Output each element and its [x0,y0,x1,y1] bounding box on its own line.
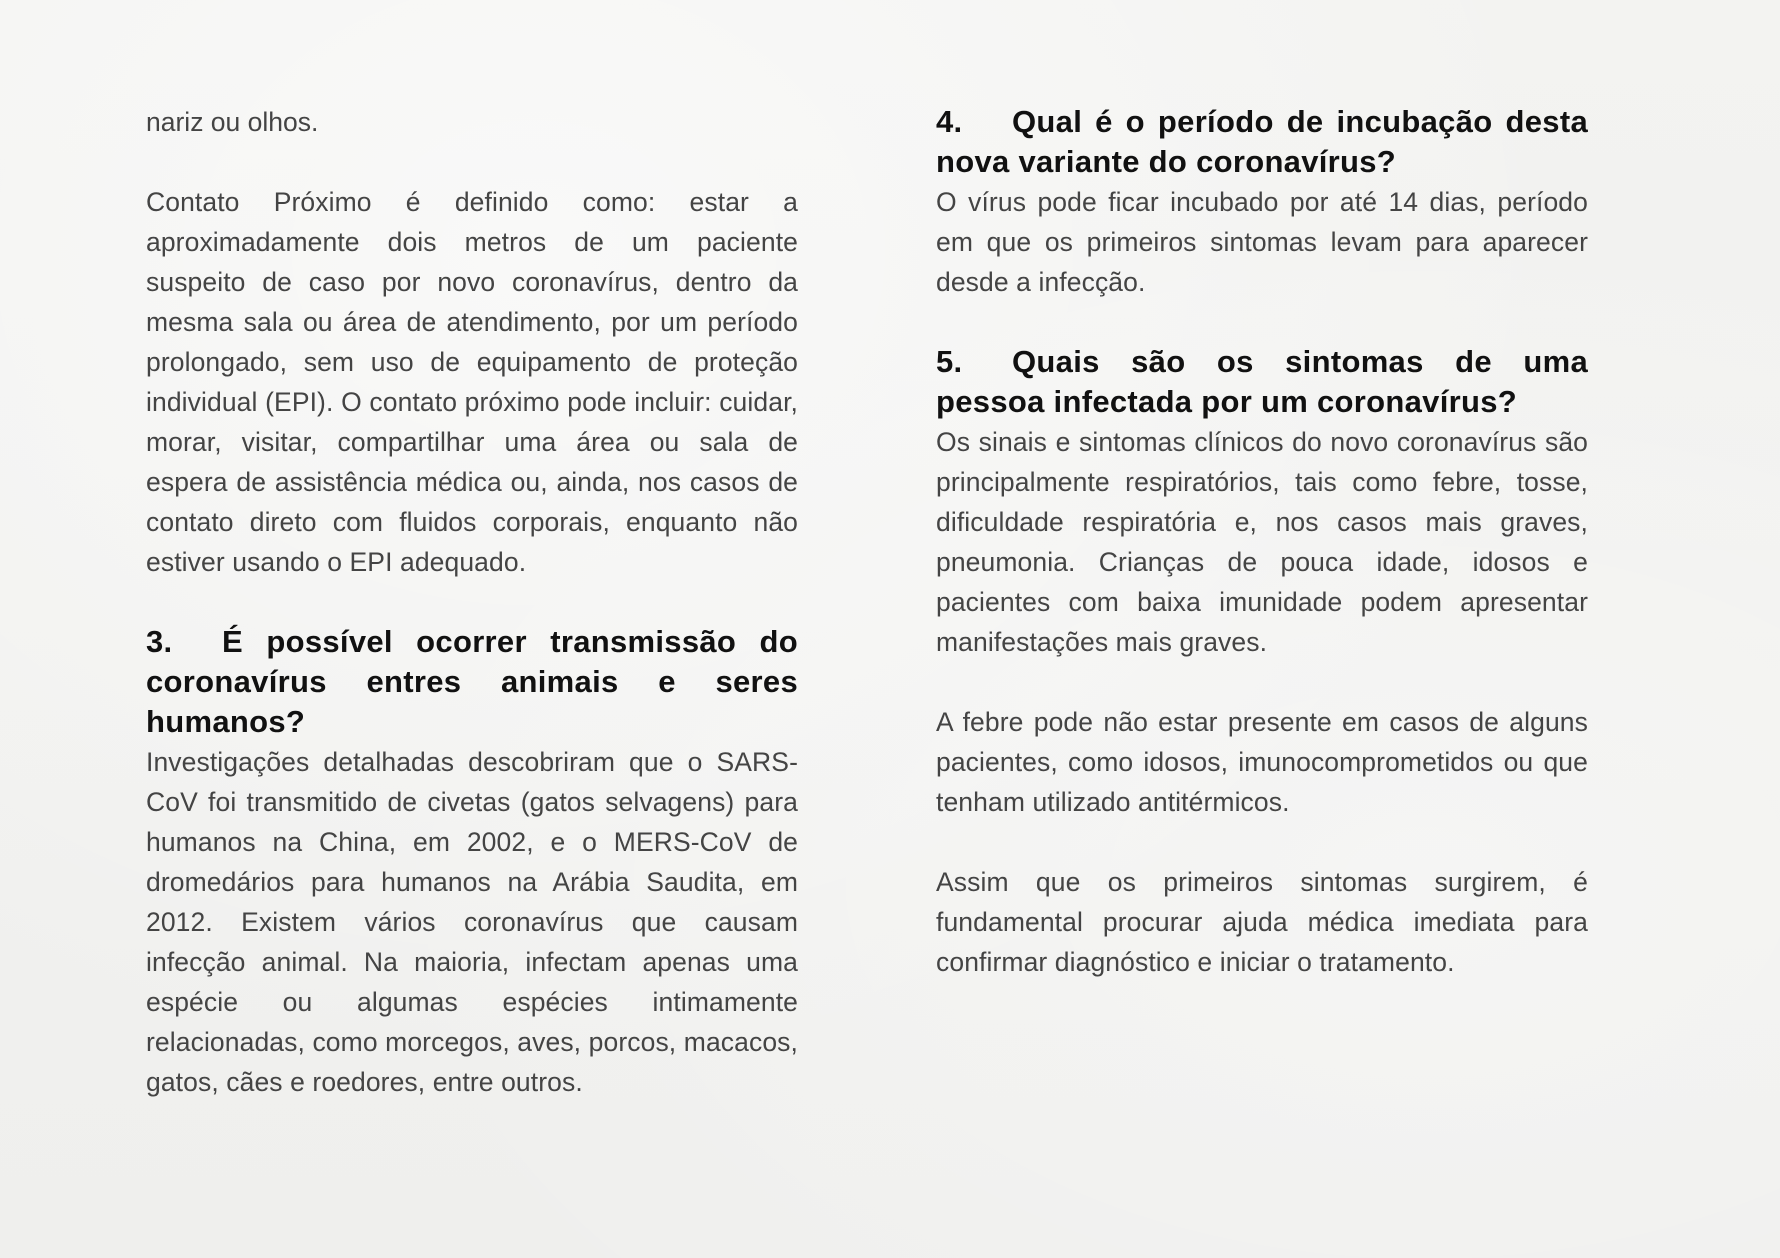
question-3-heading [146,622,798,742]
question-3-text: É possível ocorrer transmissão do coronavírus entres animais e seres humanos? [146,624,798,739]
question-5-text: Quais são os sintomas de uma pessoa infectada por um coronavírus? [936,344,1588,419]
seek-help-paragraph: Assim que os primeiros sintomas surgirem, é fundamental procurar ajuda médica imediata para confirmar diagnóstico e iniciar o tratamento. [936,867,1588,977]
question-3-answer: Investigações detalhadas descobriram que o SARS-CoV foi transmitido de civetas (gatos selvagens) para humanos na China, em 2002, e o MERS-CoV de dromedários para humanos na Arábia Saudita, em 2012. Existem vários coronavírus que causam infecção animal. Na maioria, infectam apenas uma espécie ou algumas espécies intimamente relacionadas, como morcegos, aves, porcos, macacos, gatos, cães e roedores, entre outros. [146,747,798,1097]
continuation-text: nariz ou olhos. [146,107,319,137]
paragraph-spacer [936,822,1588,862]
question-4-number: 4. [936,104,963,139]
question-5-answer: Os sinais e sintomas clínicos do novo coronavírus são principalmente respiratórios, tais como febre, tosse, dificuldade respiratória e, nos casos mais graves, pneumonia. Crianças de pouca idade, idosos e pacientes com baixa imunidade podem apresentar manifestações mais graves. [936,427,1588,657]
close-contact-paragraph: Contato Próximo é definido como: estar a aproximadamente dois metros de um paciente suspeito de caso por novo coronavírus, dentro da mesma sala ou área de atendimento, por um período prolongado, sem uso de equipamento de proteção individual (EPI). O contato próximo pode incluir: cuidar, morar, visitar, compartilhar uma área ou sala de espera de assistência médica ou, ainda, nos casos de contato direto com fluidos corporais, enquanto não estiver usando o EPI adequado. [146,187,798,577]
left-column [146,102,798,1102]
question-4-heading [936,102,1588,182]
paragraph-spacer [936,662,1588,702]
fever-paragraph: A febre pode não estar presente em casos de alguns pacientes, como idosos, imunocomprometidos ou que tenham utilizado antitérmicos. [936,707,1588,817]
paragraph-spacer [146,582,798,622]
question-5-heading [936,342,1588,422]
paragraph-spacer [146,142,798,182]
question-4-text: Qual é o período de incubação desta nova variante do coronavírus? [936,104,1588,179]
paragraph-spacer [936,302,1588,342]
question-3-number: 3. [146,624,173,659]
question-5-number: 5. [936,344,963,379]
right-column [936,102,1588,982]
question-4-answer: O vírus pode ficar incubado por até 14 dias, período em que os primeiros sintomas levam para aparecer desde a infecção. [936,187,1588,297]
